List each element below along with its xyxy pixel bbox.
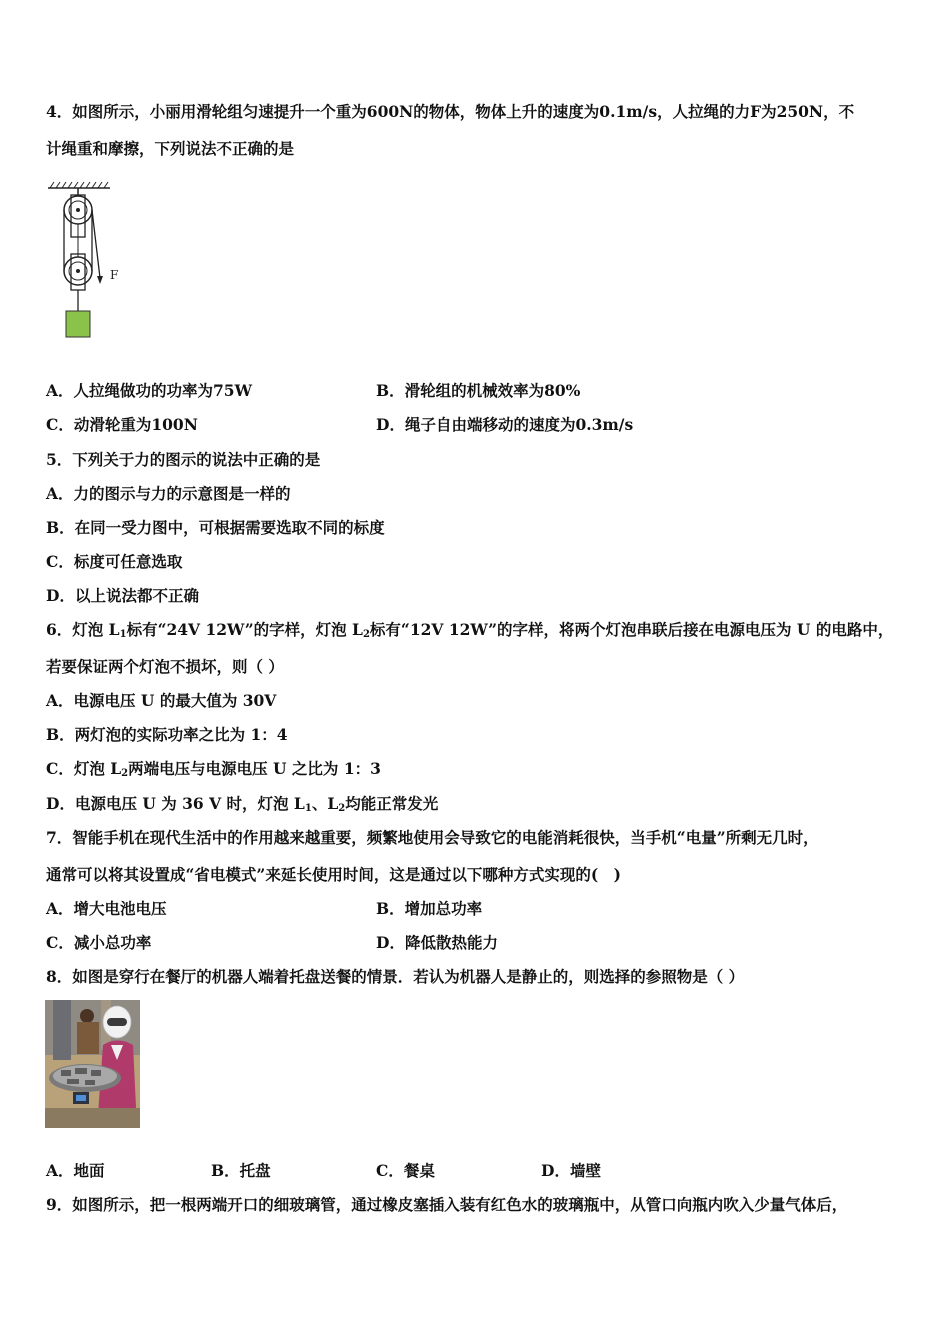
- q4-stem-line1: 4．如图所示，小丽用滑轮组匀速提升一个重为600N的物体，物体上升的速度为0.1m/s，人拉绳的力F为250N，不: [46, 102, 855, 121]
- robot-photo: [45, 1000, 140, 1128]
- q4-option-d: D．绳子自由端移动的速度为0.3m/s: [376, 415, 634, 434]
- q6-option-d: D．电源电压 U 为 36 V 时，灯泡 $L_1$、$L_2$均能正常发光: [46, 794, 439, 814]
- q7-option-b: B．增加总功率: [376, 899, 483, 918]
- q6-stem-line1: 6．灯泡 $L_1$标有“24V 12W”的字样，灯泡 $L_2$标有“12V 12W”的字样，将两个灯泡串联后接在电源电压为 U 的电路中，: [46, 620, 894, 640]
- q8-option-c: C．餐桌: [376, 1161, 435, 1180]
- q6-stem-line2: 若要保证两个灯泡不损坏，则（ ）: [46, 657, 284, 676]
- q7-stem-line2: 通常可以将其设置成“省电模式”来延长使用时间，这是通过以下哪种方式实现的( ): [46, 865, 622, 884]
- q4-option-b: B．滑轮组的机械效率为80%: [376, 381, 581, 400]
- q6-option-c: C．灯泡 $L_2$两端电压与电源电压 U 之比为 1：3: [46, 759, 381, 779]
- force-label: F: [110, 268, 119, 282]
- pulley-figure: [44, 178, 134, 343]
- q6-option-b: B．两灯泡的实际功率之比为 1：4: [46, 725, 288, 744]
- q9-stem: 9．如图所示，把一根两端开口的细玻璃管，通过橡皮塞插入装有红色水的玻璃瓶中，从管口向瓶内吹入少量气体后，: [46, 1195, 848, 1214]
- q5-option-a: A．力的图示与力的示意图是一样的: [46, 484, 291, 503]
- q4-option-a: A．人拉绳做功的功率为75W: [46, 381, 253, 400]
- q4-stem-line2: 计绳重和摩擦，下列说法不正确的是: [46, 139, 295, 158]
- q6-option-a: A．电源电压 U 的最大值为 30V: [46, 691, 277, 710]
- q8-option-d: D．墙壁: [541, 1161, 601, 1180]
- q7-option-d: D．降低散热能力: [376, 933, 498, 952]
- q7-option-c: C．减小总功率: [46, 933, 152, 952]
- q4-option-c: C．动滑轮重为100N: [46, 415, 198, 434]
- q5-option-c: C．标度可任意选取: [46, 552, 183, 571]
- q5-option-b: B．在同一受力图中，可根据需要选取不同的标度: [46, 518, 385, 537]
- q7-stem-line1: 7．智能手机在现代生活中的作用越来越重要，频繁地使用会导致它的电能消耗很快，当手机“电量”所剩无几时，: [46, 828, 819, 847]
- q8-option-a: A．地面: [46, 1161, 105, 1180]
- q7-option-a: A．增大电池电压: [46, 899, 167, 918]
- q5-option-d: D．以上说法都不正确: [46, 586, 199, 605]
- q5-stem: 5．下列关于力的图示的说法中正确的是: [46, 450, 321, 469]
- q8-option-b: B．托盘: [211, 1161, 271, 1180]
- q8-stem: 8．如图是穿行在餐厅的机器人端着托盘送餐的情景．若认为机器人是静止的，则选择的参照物是（ ）: [46, 967, 745, 986]
